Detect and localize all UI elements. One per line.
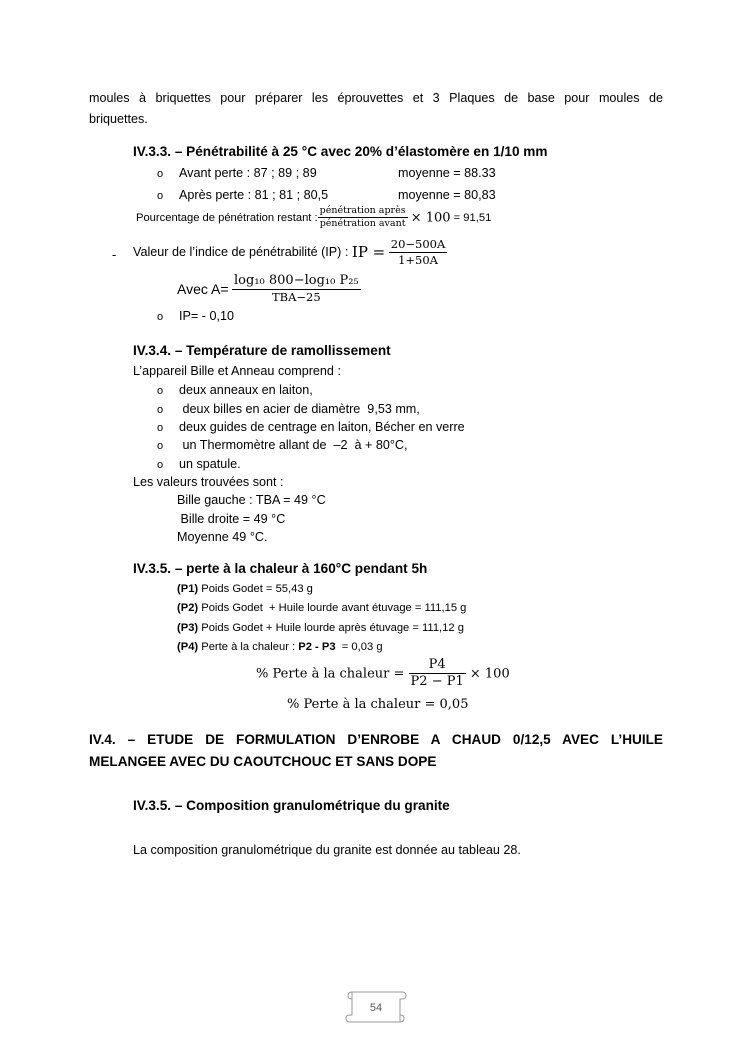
ip-value: IP= - 0,10 [179,309,234,323]
p4-value: = 0,03 g [335,641,383,653]
ip-label: Valeur de l’indice de pénétrabilité (IP) : [133,245,349,260]
heading-iv-3-3: IV.3.3. – Pénétrabilité à 25 °C avec 20% d’élastomère en 1/10 mm [133,144,548,159]
circle-bullet-icon: o [157,440,164,452]
p4-bold: P2 - P3 [298,641,336,653]
eq1-denominator: P2 − P1 [410,674,464,690]
ip-equals: IP = [351,243,386,262]
eq1-numerator: P4 [409,658,466,674]
fraction-denominator: pénétration avant [319,218,406,230]
eq1-label: % Perte à la chaleur = [256,666,405,682]
a-denominator: TBA−25 [271,290,321,305]
values-intro: Les valeurs trouvées sont : [133,475,284,489]
intro-line-1: moules à briquettes pour préparer les éprouvettes et 3 Plaques de base pour moules de [89,91,663,105]
circle-bullet-icon: o [157,404,164,416]
p4-text: Perte à la chaleur : [198,641,299,653]
heat-loss-equation [256,658,510,690]
heading-iv-4-line-1: IV.4. – ETUDE DE FORMULATION D’ENROBE A CHAUD 0/12,5 AVEC L’HUILE [89,732,663,747]
penetration-percent-line [136,206,491,230]
list-item: un Thermomètre allant de –2 à + 80°C, [179,438,408,452]
a-formula-line [177,274,361,304]
heat-loss-result: % Perte à la chaleur = 0,05 [287,697,469,712]
p2-text: Poids Godet + Huile lourde avant étuvage = 111,15 g [198,602,467,614]
heading-iv-3-4: IV.3.4. – Température de ramollissement [133,343,391,358]
p1-tag: (P1) [177,583,199,595]
circle-bullet-icon: o [157,311,164,323]
ip-fraction [389,238,448,266]
p1-text: Poids Godet = 55,43 g [198,583,313,595]
page-number-frame [344,986,408,1028]
eq1-tail: × 100 [469,666,510,682]
list-item: deux anneaux en laiton, [179,383,313,397]
circle-bullet-icon: o [157,190,164,202]
circle-bullet-icon: o [157,459,164,471]
page-number: 54 [369,1002,383,1014]
p2-line [177,602,466,614]
list-item: deux billes en acier de diamètre 9,53 mm, [179,402,420,416]
penetration-before: Avant perte : 87 ; 89 ; 89 [179,166,317,180]
ip-line [133,238,447,266]
ip-denominator: 1+50A [398,252,438,267]
fraction-numerator: pénétration après [318,206,408,218]
ip-dash: - [112,248,117,262]
bille-droite: Bille droite = 49 °C [177,512,286,526]
p1-line [177,583,313,595]
list-item: un spatule. [179,457,241,471]
granite-composition-text: La composition granulométrique du granite est donnée au tableau 28. [133,843,521,857]
circle-bullet-icon: o [157,168,164,180]
p3-text: Poids Godet + Huile lourde après étuvage = 111,12 g [198,622,464,634]
penetration-before-average: moyenne = 88.33 [398,166,496,180]
ip-numerator: 20−500A [390,237,446,251]
bille-gauche: Bille gauche : TBA = 49 °C [177,493,326,507]
heading-iv-4 [89,729,663,773]
p2-tag: (P2) [177,602,199,614]
moyenne: Moyenne 49 °C. [177,530,268,544]
eq1-fraction [409,658,466,690]
heading-iv-4-line-2: MELANGEE AVEC DU CAOUTCHOUC ET SANS DOPE [89,754,437,769]
list-item: deux guides de centrage en laiton, Bécher en verre [179,420,465,434]
a-numerator: log₁₀ 800−log₁₀ P₂₅ [232,274,361,290]
p4-line [177,641,383,653]
penetration-after: Après perte : 81 ; 81 ; 80,5 [179,188,329,202]
times-100: × 100 [410,210,451,226]
percent-label: Pourcentage de pénétration restant : [136,211,318,224]
p3-tag: (P3) [177,622,199,634]
circle-bullet-icon: o [157,385,164,397]
intro-line-2: briquettes. [89,112,148,126]
a-label: Avec A= [177,280,229,297]
circle-bullet-icon: o [157,422,164,434]
penetration-after-average: moyenne = 80,83 [398,188,496,202]
percent-result: = 91,51 [453,211,492,224]
a-fraction [232,274,361,304]
penetration-fraction [318,206,408,230]
p4-tag: (P4) [177,641,199,653]
intro-paragraph [89,88,663,130]
p3-line [177,622,464,634]
apparatus-intro: L’appareil Bille et Anneau comprend : [133,364,341,378]
heading-granite-composition: IV.3.5. – Composition granulométrique du granite [133,798,450,813]
heading-iv-3-5: IV.3.5. – perte à la chaleur à 160°C pendant 5h [133,561,428,576]
